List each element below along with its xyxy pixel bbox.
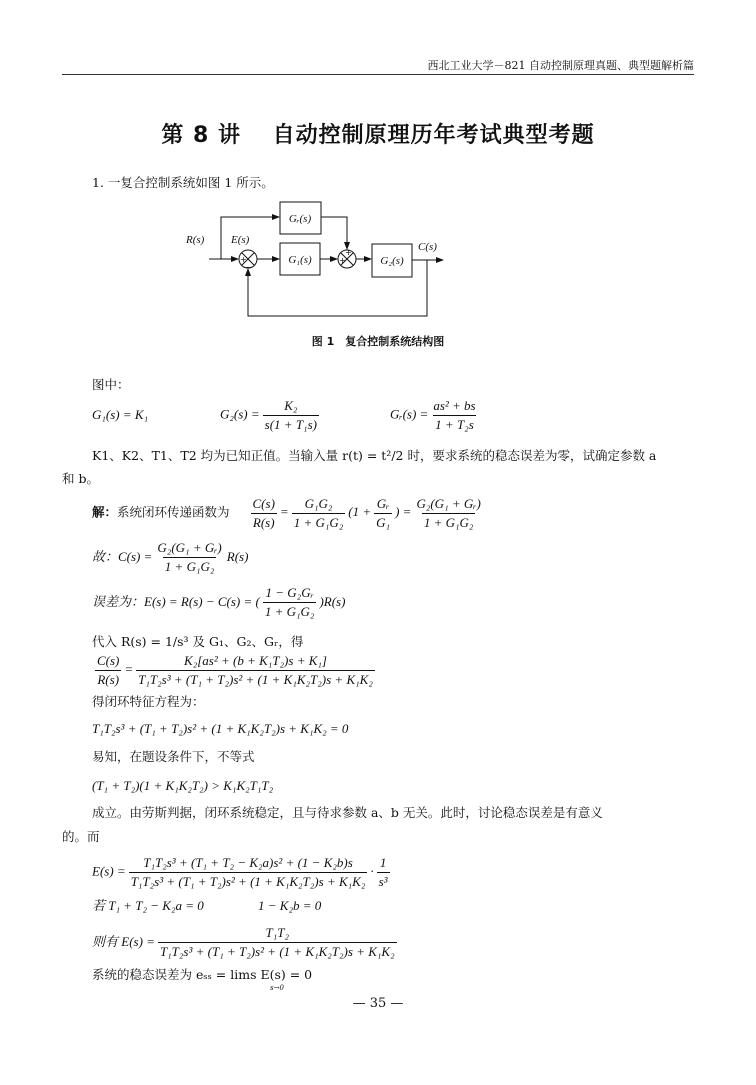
formula-then [92,925,400,960]
dot: · [370,863,374,879]
den: R(s) [252,515,275,530]
text-line: 易知，在题设条件下，不等式 [92,749,255,764]
lhs: E(s) = [92,863,126,879]
num: T₁T₂ [265,925,290,940]
text: 系统的稳态误差为 eₛₛ = lims E(s) = 0 [92,967,313,982]
lhs: 误差为：E(s) = R(s) − C(s) = ( [92,594,260,609]
den: T₁T₂s³ + (T₁ + T₂)s² + (1 + K₁K₂T₂)s + K₁K₂ [159,944,395,959]
problem-statement: 1. 一复合控制系统如图 1 所示。 [92,175,274,190]
block-g1-label: G₁(s) [288,254,312,266]
block-g2-label: G₂(s) [380,255,404,267]
num: G₂(G₁ + Gᵣ) [157,540,222,555]
formula-steady-state-error [92,967,313,992]
formula-condition-b: 1 − K₂b = 0 [258,898,322,913]
num: 1 − G₂Gᵣ [265,585,314,600]
error-label: E(s) [231,234,250,246]
den: s(1 + T₁s) [264,417,317,432]
den: 1 + G₁G₂ [264,604,315,619]
formula-g1: G₁(s) = K₁ [92,407,149,422]
formula-char-eq: T₁T₂s³ + (T₁ + T₂)s² + (1 + K₁K₂T₂)s + K₁K₂ = 0 [92,721,349,736]
paren: (1 + [348,504,372,520]
running-header: 西北工业大学－821 自动控制原理真题、典型题解析篇 [427,59,694,72]
text-line: 成立。由劳斯判据，闭环系统稳定，且与待求参数 a、b 无关。此时，讨论稳态误差是有意义 [92,805,603,820]
den: 1 + G₁G₂ [164,559,215,574]
formula-inequality: (T₁ + T₂)(1 + K₁K₂T₂) > K₁K₂T₁T₂ [92,778,274,793]
den: T₁T₂s³ + (T₁ + T₂)s² + (1 + K₁K₂T₂)s + K₁K₂ [130,874,366,889]
feedback-line [248,260,427,316]
paren: ) [395,504,400,520]
text: 系统闭环传递函数为 [117,504,230,520]
feedforward-line [221,217,279,259]
rhs: )R(s) [319,594,346,609]
num: 1 [379,855,387,870]
output-label: C(s) [418,241,437,253]
text-line: 得闭环特征方程为： [92,694,205,709]
lhs: 则有 E(s) = [92,934,155,949]
lhs: 故：C(s) = [92,549,153,564]
sign-minus: − [245,263,252,272]
num: C(s) [97,653,120,668]
num: G₁G₂ [304,496,333,511]
lhs: G₂(s) = [220,406,260,422]
limit-subscript: s→0 [270,984,284,992]
page-number: — 35 — [352,996,404,1011]
solution-transfer-function: 解：系统闭环传递函数为 $\frac{C(s)}{R(s)}$ = $\frac{\text{G₁G₂}}{\text{1 + G₁G₂}}$ (1 + $\frac{\text{Gᵣ}}{\text{G₁}}$ ) = $\frac{\text{G₂(G₁ + Gᵣ)}}{\text{1 + G₁G₂}}$ [92,496,481,530]
chapter-title: 第 8 讲 自动控制原理历年考试典型考题 [161,123,595,148]
formula-cs [92,540,248,575]
lhs: Gᵣ(s) = [390,406,429,422]
text-line: 和 b。 [62,471,99,486]
num: K₂[as² + (b + K₁T₂)s + K₁] [184,653,327,668]
block-gr-label: Gᵣ(s) [288,213,312,225]
gr-output-line [321,217,347,249]
text-line: K1、K2、T1、T2 均为已知正值。当输入量 r(t) = t²/2 时，要求系统的稳态误差为零，试确定参数 a [92,448,657,463]
den: R(s) [97,672,120,687]
num: as² + bs [433,398,476,413]
formula-g2 [220,398,322,433]
block-diagram [0,0,756,330]
formula-gr [390,398,481,433]
text-line: 代入 R(s) = 1/s³ 及 G₁、G₂、Gᵣ，得 [92,634,304,649]
den: s³ [378,874,388,889]
text-line: 的。而 [62,829,100,844]
sign-plus: + [345,248,352,257]
sign-plus: + [240,255,247,264]
den: G₁ [376,515,391,530]
formula-cr: $\frac{C(s)}{R(s)}$ = $\frac{\text{K₂[as² + (b + K₁T₂)s + K₁]}}{\text{T₁T₂s³ + (T₁ + T₂)s² + (1 + K₁K₂T₂)s + K₁K₂}}$ [97,653,373,687]
input-label: R(s) [186,234,205,246]
den: T₁T₂s³ + (T₁ + T₂)s² + (1 + K₁K₂T₂)s + K₁K₂ [138,672,373,687]
num: T₁T₂s³ + (T₁ + T₂ − K₂a)s² + (1 − K₂b)s [143,855,353,870]
figure-caption: 图 1 复合控制系统结构图 [311,335,445,348]
formula-error [92,585,345,620]
rhs: R(s) [226,549,249,564]
solution-label: 解： [92,504,118,520]
sign-plus: + [339,256,346,265]
den: 1 + G₁G₂ [423,515,474,530]
text-line: 图中： [92,377,130,392]
formula-es [92,855,393,890]
num: Gᵣ [376,496,390,511]
den: 1 + G₁G₂ [293,515,344,530]
num: C(s) [252,496,275,511]
num: G₂(G₁ + Gᵣ) [416,496,481,511]
den: 1 + T₂s [435,417,474,432]
num: K₂ [284,398,298,413]
formula-condition-a: 若 T₁ + T₂ − K₂a = 0 [92,898,204,913]
